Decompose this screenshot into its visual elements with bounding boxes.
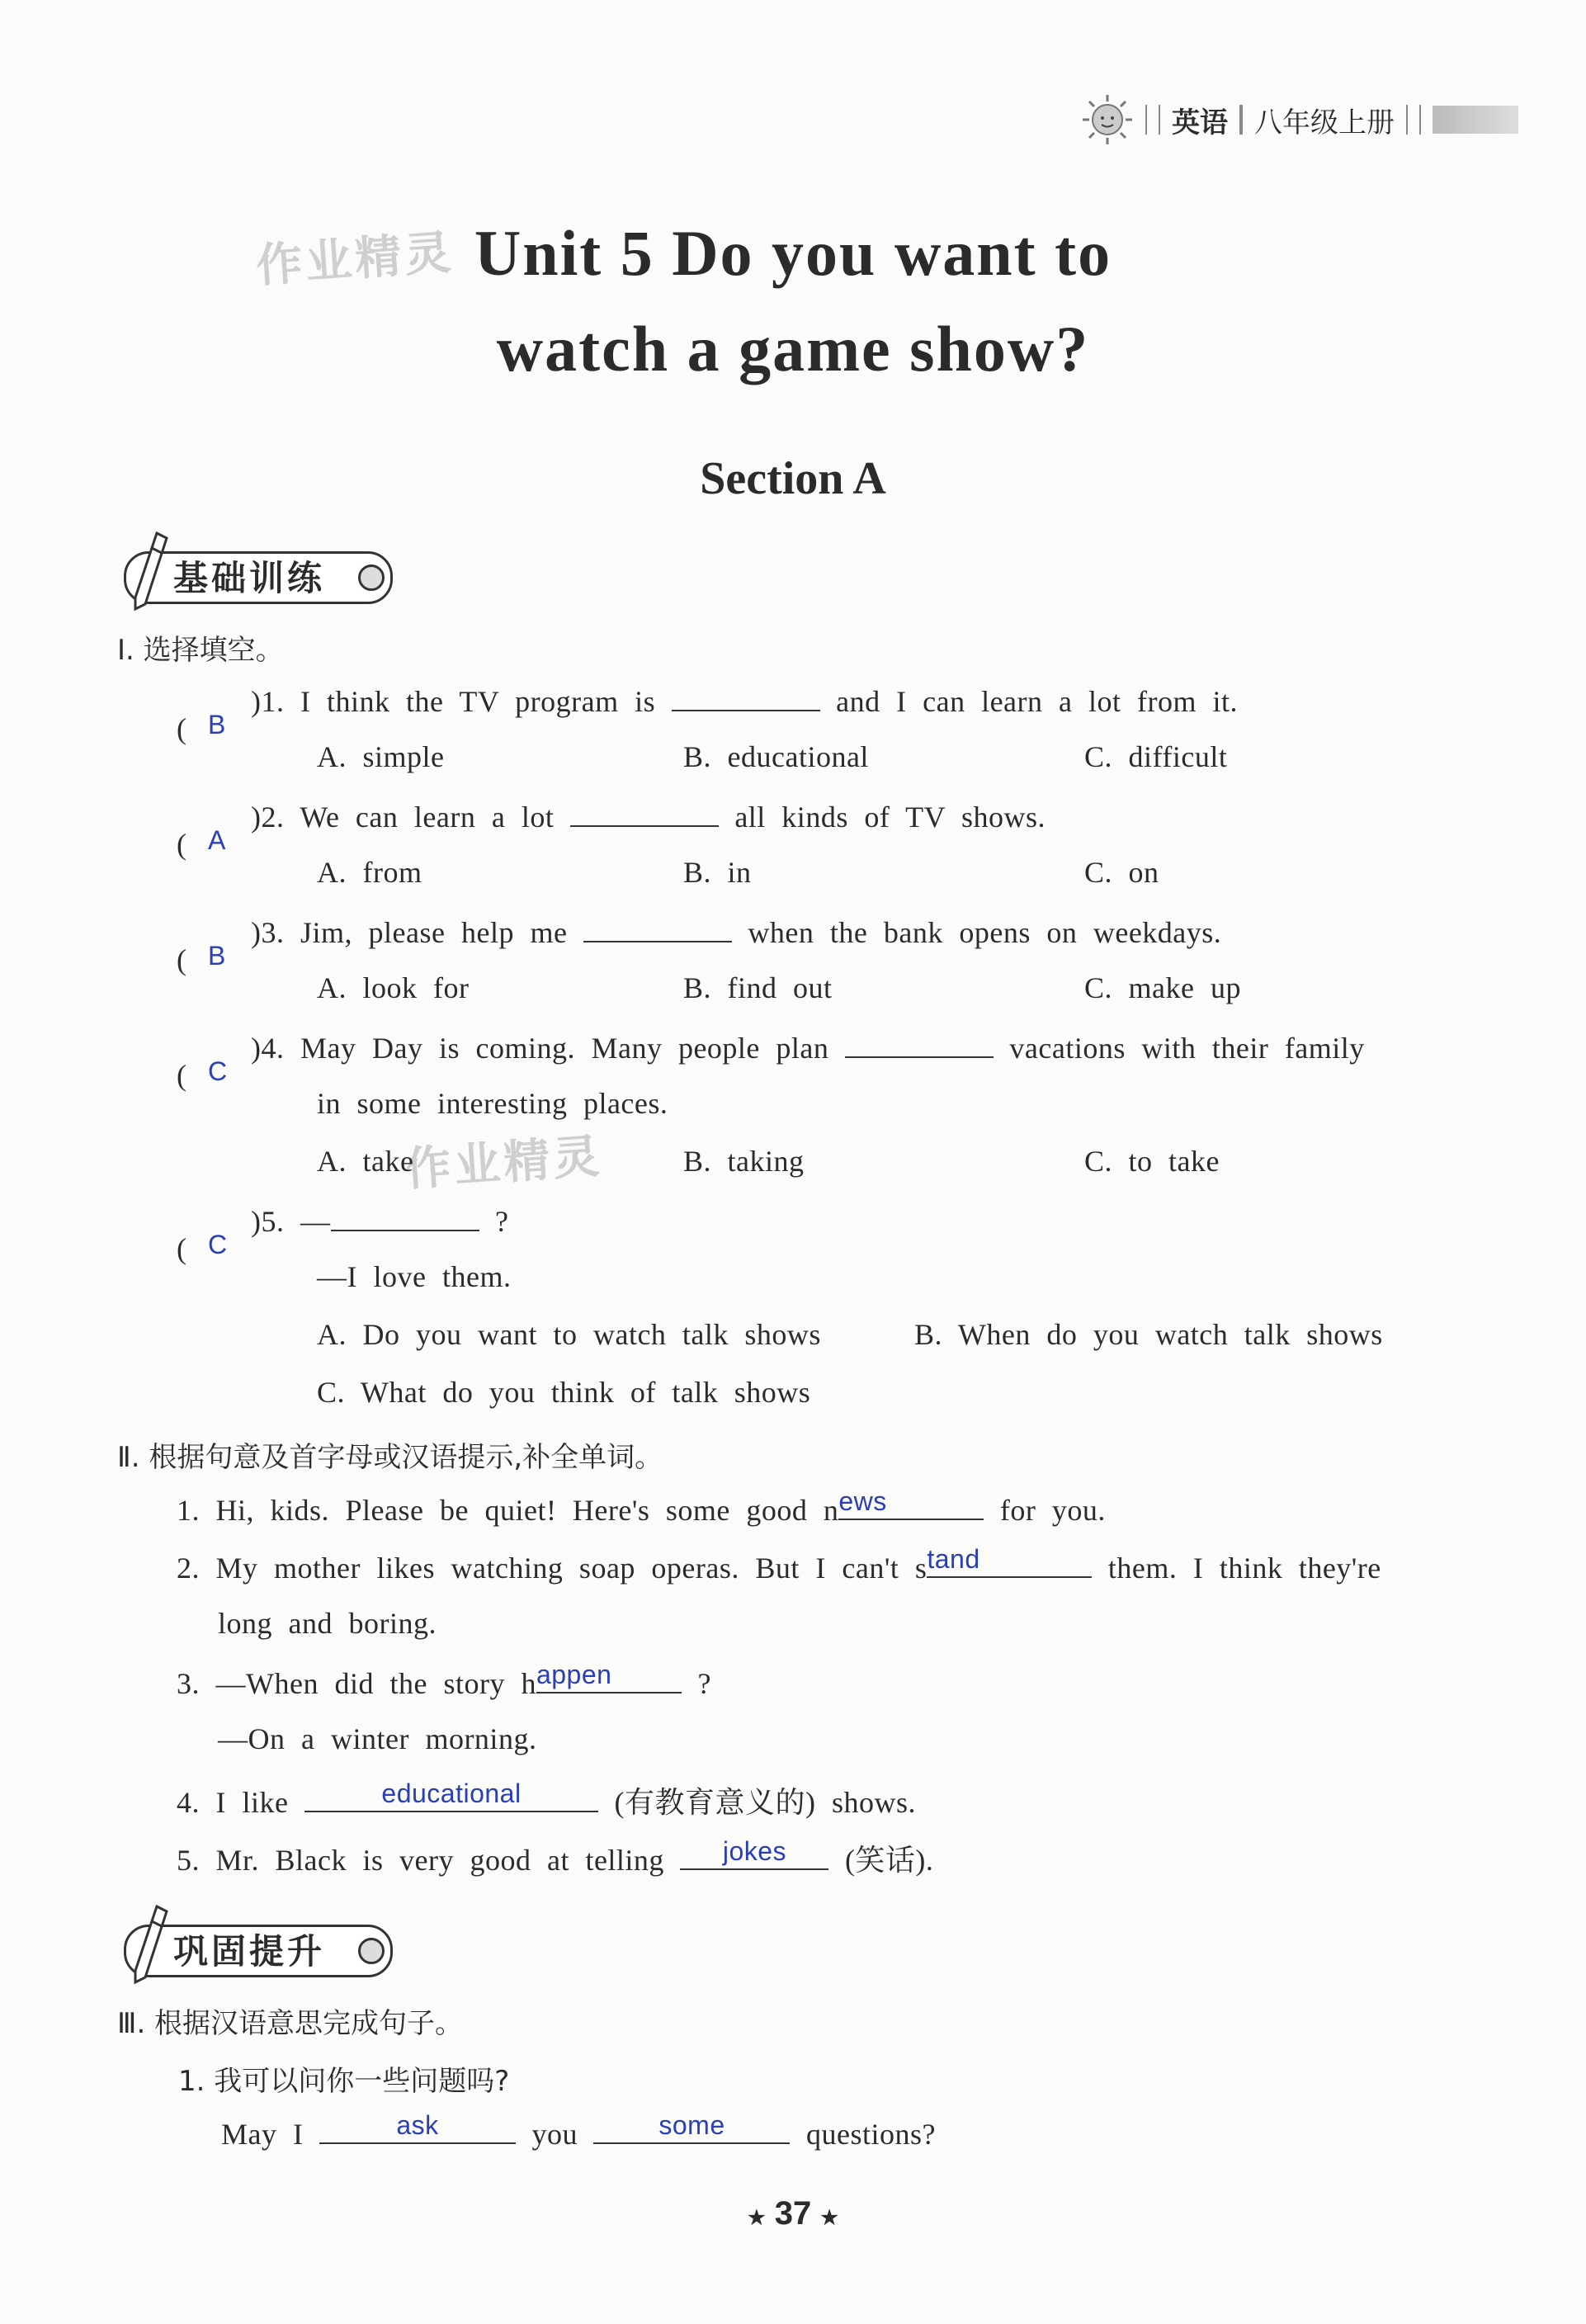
part3-heading: Ⅲ. 根据汉语意思完成句子。 (117, 2007, 464, 2040)
answer: some (658, 2110, 725, 2140)
option-a[interactable]: A. from (317, 856, 422, 889)
fill-item (177, 1544, 1381, 1585)
question-continuation: —I love them. (317, 1260, 512, 1293)
item-continuation: —On a winter morning. (218, 1722, 537, 1755)
question-stem: ( B )3. Jim, please help me when the bank opens on weekdays. (177, 913, 1221, 950)
item-text: ? (697, 1667, 711, 1700)
unit-title-line2: watch a game show? (496, 313, 1090, 385)
pencil-icon (127, 1903, 172, 1986)
question-text: ? (495, 1205, 509, 1238)
question-stem: ( C )4. May Day is coming. Many people plan vacations with their family (177, 1028, 1365, 1065)
question-text: when the bank opens on weekdays. (748, 916, 1222, 949)
question-text: Jim, please help me (300, 916, 568, 949)
text: you (531, 2118, 578, 2151)
answer-blank[interactable] (838, 1486, 984, 1520)
banner-basic-training (116, 545, 396, 606)
answer-blank[interactable] (680, 1836, 828, 1870)
option-a[interactable]: A. Do you want to watch talk shows (317, 1318, 821, 1351)
answer-blank[interactable] (570, 797, 719, 827)
fill-item (177, 1779, 916, 1821)
option-b[interactable]: B. in (683, 856, 752, 889)
question-stem: ( C )5. — ? (177, 1202, 508, 1239)
question-text: We can learn a lot (300, 801, 555, 834)
answer-blank[interactable] (845, 1028, 994, 1058)
item-text: Mr. Black is very good at telling (215, 1844, 664, 1877)
pencil-icon (127, 530, 172, 612)
item-text: —When did the story h (215, 1667, 536, 1700)
choice-answer: B (208, 941, 226, 971)
option-a[interactable]: A. take (317, 1145, 414, 1178)
answer-blank[interactable] (304, 1778, 598, 1812)
option-c[interactable]: C. make up (1084, 971, 1241, 1004)
sun-mascot-icon (1081, 93, 1134, 146)
header-subject: 英语 (1172, 106, 1228, 139)
option-b[interactable]: B. find out (683, 971, 833, 1004)
answer: ask (396, 2110, 439, 2140)
item-number: 2. (177, 1552, 200, 1585)
question-text: vacations with their family (1009, 1032, 1365, 1065)
item-text: My mother likes watching soap operas. But I can't s (215, 1552, 928, 1585)
choice-answer: B (208, 710, 226, 739)
question-number: )2. (251, 801, 285, 834)
page-header (1081, 91, 1518, 149)
option-c[interactable]: C. What do you think of talk shows (317, 1376, 811, 1409)
item-text: (笑话). (844, 1844, 934, 1877)
answer-blank[interactable] (331, 1202, 479, 1231)
fill-item (177, 1486, 1106, 1528)
answer-blank[interactable] (319, 2110, 516, 2144)
banner-label: 巩固提升 (173, 1931, 326, 1972)
answer-blank[interactable] (672, 682, 820, 711)
page-number: ★ 37 ★ (748, 2195, 838, 2232)
question-number: )5. (251, 1205, 285, 1238)
option-b[interactable]: B. When do you watch talk shows (914, 1318, 1383, 1351)
answer: tand (927, 1544, 980, 1574)
question-number: )3. (251, 916, 285, 949)
unit-title-line1: Unit 5 Do you want to (474, 217, 1112, 289)
question-text: all kinds of TV shows. (734, 801, 1046, 834)
choice-answer: A (208, 825, 226, 855)
item-text: Hi, kids. Please be quiet! Here's some good n (215, 1494, 839, 1527)
page-number-value: 37 (774, 2195, 812, 2232)
answer: ews (838, 1486, 887, 1516)
question-text: and I can learn a lot from it. (836, 685, 1238, 718)
answer-blank[interactable] (583, 913, 732, 942)
option-c[interactable]: C. difficult (1084, 740, 1228, 773)
item-continuation: long and boring. (218, 1607, 437, 1640)
question-text: — (300, 1205, 331, 1238)
header-grade: 八年级上册 (1254, 106, 1395, 139)
question-continuation: in some interesting places. (317, 1087, 668, 1120)
answer-blank[interactable] (536, 1660, 682, 1693)
option-c[interactable]: C. to take (1084, 1145, 1220, 1178)
part2-heading: Ⅱ. 根据句意及首字母或汉语提示,补全单词。 (117, 1441, 663, 1474)
part3-q1-english (221, 2110, 936, 2152)
item-text: for you. (999, 1494, 1106, 1527)
part1-heading: Ⅰ. 选择填空。 (117, 634, 284, 667)
item-number: 5. (177, 1844, 200, 1877)
choice-answer: C (208, 1056, 228, 1086)
option-b[interactable]: B. taking (683, 1145, 805, 1178)
section-title: Section A (700, 453, 886, 504)
answer-blank[interactable] (593, 2110, 790, 2144)
answer: appen (536, 1660, 612, 1689)
item-text: (有教育意义的) shows. (614, 1786, 916, 1819)
option-a[interactable]: A. simple (317, 740, 445, 773)
fill-item (177, 1660, 711, 1701)
part3-q1-chinese: 1. 我可以问你一些问题吗? (178, 2065, 510, 2098)
fill-item (177, 1837, 933, 1879)
text: questions? (805, 2118, 936, 2151)
question-stem: ( A )2. We can learn a lot all kinds of TV shows. (177, 797, 1046, 834)
watermark: 作业精灵 (254, 225, 456, 294)
item-number: 3. (177, 1667, 200, 1700)
question-number: )1. (251, 685, 285, 718)
question-text: May Day is coming. Many people plan (300, 1032, 829, 1065)
option-c[interactable]: C. on (1084, 856, 1159, 889)
question-number: )4. (251, 1032, 285, 1065)
answer: educational (381, 1778, 522, 1808)
banner-consolidation (116, 1918, 396, 1979)
item-text: I like (215, 1786, 289, 1819)
answer-blank[interactable] (927, 1544, 1092, 1578)
question-stem: ( B )1. I think the TV program is and I can learn a lot from it. (177, 682, 1238, 719)
option-b[interactable]: B. educational (683, 740, 869, 773)
item-number: 1. (177, 1494, 200, 1527)
question-text: I think the TV program is (300, 685, 656, 718)
watermark: 作业精灵 (403, 1129, 605, 1197)
item-number: 4. (177, 1786, 200, 1819)
option-a[interactable]: A. look for (317, 971, 470, 1004)
answer: jokes (722, 1836, 787, 1866)
banner-label: 基础训练 (173, 558, 326, 598)
choice-answer: C (208, 1230, 228, 1259)
text: May I (221, 2118, 304, 2151)
item-text: them. I think they're (1107, 1552, 1381, 1585)
